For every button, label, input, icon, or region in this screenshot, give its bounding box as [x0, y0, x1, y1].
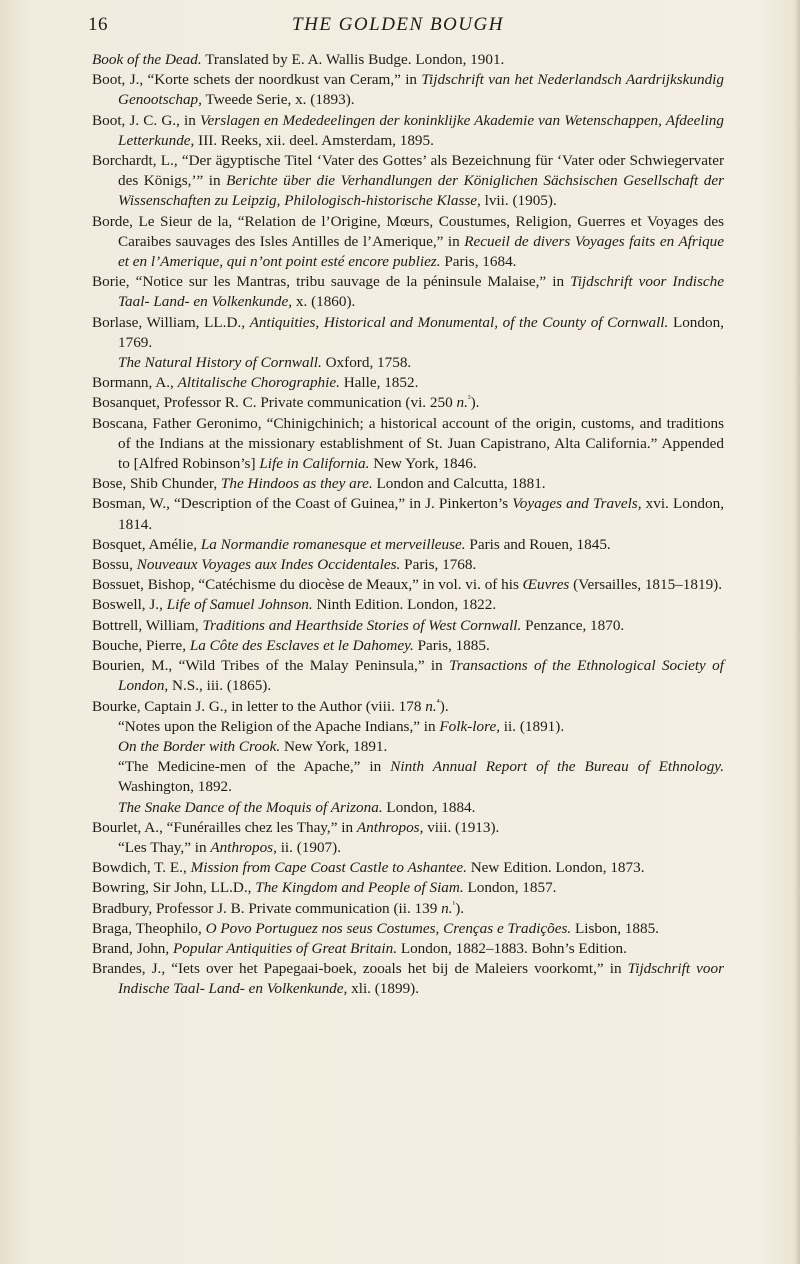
entry-text: “The Medicine-men of the Apache,” in [118, 758, 391, 776]
entry-title-text: The Snake Dance of the Moquis of Arizona. [118, 798, 383, 816]
page-number: 16 [88, 14, 108, 35]
entry-title-text: n. [456, 394, 468, 412]
entry-text: Translated by E. A. Wallis Budge. London, 1901. [201, 51, 505, 68]
entry-text: Paris, 1885. [413, 636, 490, 654]
bibliography-entry [92, 50, 724, 70]
entry-title-text: Anthropos, [210, 838, 277, 856]
bibliography-entry [92, 737, 724, 757]
entry-text: Brand, John, [92, 939, 173, 957]
entry-text: London, 1884. [382, 798, 476, 816]
entry-title-text: Mission from Cape Coast Castle to Ashantee. [190, 859, 467, 877]
entry-text: x. (1860). [292, 293, 356, 311]
entry-text: Boot, J., “Korte schets der noordkust van Ceram,” in [92, 71, 422, 89]
bibliography-entry [92, 70, 724, 110]
entry-text: Bosman, W., “Description of the Coast of Guinea,” in J. Pinkerton’s [92, 495, 513, 513]
entry-title-text: Ninth Annual Report of the Bureau of Ethnology. [390, 758, 724, 776]
bibliography-entry [92, 313, 724, 353]
entry-text: (Versailles, 1815–1819). [569, 576, 723, 594]
entry-title-text: Tijdschrift van het Nederlandsch Aardrijkskundig Genootschap, [118, 71, 724, 109]
entry-text: Tweede Serie, x. (1893). [201, 91, 355, 109]
entry-text: London and Calcutta, 1881. [372, 475, 546, 493]
entry-title-text: The Hindoos as they are. [220, 475, 373, 493]
entry-text: Bosanquet, Professor R. C. Private communication (vi. 250 [92, 394, 457, 412]
entry-text: Bosquet, Amélie, [92, 535, 201, 553]
entry-title-text: Book of the Dead. [92, 51, 202, 68]
entry-text: London, 1769. [118, 313, 724, 351]
entry-text: ). [439, 697, 449, 715]
bibliography-entry [92, 919, 724, 939]
entry-title-text: Altitalische Chorographie. [177, 374, 340, 392]
entry-title-text: La Côte des Esclaves et le Dahomey. [189, 636, 414, 654]
bibliography-entry [92, 474, 724, 494]
entry-text: lvii. (1905). [480, 192, 557, 210]
bibliography-entry [92, 414, 724, 475]
entry-title-text: Voyages and Travels, [512, 495, 642, 513]
entry-text: Bossuet, Bishop, “Catéchisme du diocèse de Meaux,” in vol. vi. of his [92, 576, 523, 594]
bibliography-entry [92, 373, 724, 393]
page-edge-shadow [794, 0, 800, 1264]
entry-text: ii. (1907). [276, 838, 342, 856]
entry-text: New Edition. London, 1873. [466, 859, 645, 877]
entry-text: Bossu, [92, 556, 137, 574]
bibliography-entry [92, 878, 724, 898]
entry-title-text: Life of Samuel Johnson. [166, 596, 313, 614]
bibliography-entry [92, 656, 724, 696]
entry-title-text: Nouveaux Voyages aux Indes Occidentales. [136, 556, 401, 574]
entry-text: ). [455, 899, 465, 917]
entry-text: Borchardt, L., “Der ägyptische Titel ‘Vater des Gottes’ als Bezeichnung für ‘Vater oder Schwiegervater des Königs,’” in [92, 152, 724, 190]
entry-text: Oxford, 1758. [321, 354, 412, 372]
bibliography-entry [92, 899, 724, 919]
entry-text: New York, 1846. [369, 455, 477, 473]
bibliography-entry [92, 595, 724, 615]
entry-title-text: Tijdschrift voor Indische Taal- Land- en Volkenkunde, [118, 273, 724, 311]
entry-text: Bourke, Captain J. G., in letter to the Author (viii. 178 [92, 697, 426, 715]
bibliography-entry [92, 717, 724, 737]
entry-text: Paris and Rouen, 1845. [465, 535, 611, 553]
entry-title-text: Tijdschrift voor Indische Taal- Land- en Volkenkunde, [118, 960, 724, 998]
entry-title-text: n. [425, 697, 437, 715]
entry-text: Bormann, A., [92, 374, 178, 392]
entry-title-text: Œuvres [522, 576, 570, 594]
entry-title-text: Life in California. [259, 455, 370, 473]
entry-title-text: La Normandie romanesque et merveilleuse. [200, 535, 466, 553]
entry-text: Washington, 1892. [118, 778, 232, 796]
entry-title-text: Anthropos, [356, 818, 424, 836]
entry-text: Bose, Shib Chunder, [92, 475, 221, 493]
entry-text: Halle, 1852. [339, 374, 419, 392]
entry-text: Bourlet, A., “Funérailles chez les Thay,” in [92, 818, 357, 836]
bibliography-entry [92, 151, 724, 212]
entry-text: London, 1857. [463, 879, 557, 897]
entry-text: Brandes, J., “Iets over het Papegaai-boek, zooals het bij de Maleiers voorkomt,” in [92, 960, 628, 978]
entry-text: Bowdich, T. E., [92, 859, 191, 877]
entry-title-text: Transactions of the Ethnological Society of London, [118, 657, 724, 695]
bibliography-entry [92, 575, 724, 595]
page-header [88, 14, 708, 44]
entry-text: xli. (1899). [347, 980, 420, 998]
bibliography-entry [92, 212, 724, 273]
entry-text: “Notes upon the Religion of the Apache Indians,” in [118, 717, 440, 735]
bibliography-entry [92, 111, 724, 151]
entry-text: Paris, 1768. [400, 556, 477, 574]
entry-text: Bowring, Sir John, LL.D., [92, 879, 256, 897]
entry-title-text: Folk-lore, [439, 717, 500, 735]
entry-title-text: Popular Antiquities of Great Britain. [173, 939, 398, 957]
entry-text: Lisbon, 1885. [571, 919, 659, 937]
entry-title-text: Antiquities, Historical and Monumental, of the County of Cornwall. [249, 313, 669, 331]
bibliography-entry [92, 697, 724, 717]
bibliography-entry [92, 272, 724, 312]
bibliography-entry [92, 393, 724, 413]
entry-text: Ninth Edition. London, 1822. [312, 596, 497, 614]
entry-text: New York, 1891. [280, 737, 388, 755]
bibliography-entry [92, 858, 724, 878]
entry-text: Borde, Le Sieur de la, “Relation de l’Origine, Mœurs, Coustumes, Religion, Guerres et Voyages des Caraibes sauvages des Isles Antilles de l’Amerique,” in [92, 212, 724, 250]
entry-text: ⁴ [436, 696, 440, 707]
entry-text: ¹ [452, 898, 456, 909]
entry-text: ii. (1891). [500, 717, 565, 735]
bibliography-list [92, 50, 724, 1000]
entry-text: Braga, Theophilo, [92, 919, 206, 937]
entry-text: Boot, J. C. G., in [92, 111, 200, 129]
entry-title-text: The Natural History of Cornwall. [118, 354, 322, 372]
entry-text: III. Reeks, xii. deel. Amsterdam, 1895. [194, 131, 434, 149]
entry-text: Bradbury, Professor J. B. Private communication (ii. 139 [92, 899, 442, 917]
bibliography-entry [92, 757, 724, 797]
entry-text: Boswell, J., [92, 596, 167, 614]
bibliography-entry [92, 636, 724, 656]
entry-text: “Les Thay,” in [118, 838, 211, 856]
entry-title-text: Verslagen en Mededeelingen der koninklijke Akademie van Wetenschappen, Afdeeling Letterkunde, [118, 111, 724, 149]
bibliography-entry [92, 818, 724, 838]
entry-text: Bouche, Pierre, [92, 636, 190, 654]
entry-text: Bottrell, William, [92, 616, 203, 634]
entry-text: Borie, “Notice sur les Mantras, tribu sauvage de la péninsule Malaise,” in [92, 273, 571, 291]
bibliography-entry [92, 939, 724, 959]
entry-title-text: The Kingdom and People of Siam. [255, 879, 464, 897]
entry-text: London, 1882–1883. Bohn’s Edition. [397, 939, 627, 957]
entry-title-text: Recueil de divers Voyages faits en Afrique et en l’Amerique, qui n’ont point esté encore publiez. [118, 232, 724, 271]
bibliography-entry [92, 959, 724, 999]
entry-text: Boscana, Father Geronimo, “Chinigchinich; a historical account of the origin, customs, and traditions of the Indians at the missionary establishment of St. Juan Capistrano, Alta California.” Appended to [Alfred Robinson’s] [92, 414, 724, 473]
bibliography-entry [92, 353, 724, 373]
bibliography-entry [92, 494, 724, 534]
entry-title-text: Traditions and Hearthside Stories of West Cornwall. [202, 616, 522, 634]
entry-title-text: Berichte über die Verhandlungen der Königlichen Sächsischen Gesellschaft der Wissenschaften zu Leipzig, Philologisch-historische Klasse, [118, 172, 724, 210]
bibliography-entry [92, 798, 724, 818]
entry-title-text: n. [441, 899, 453, 917]
entry-text: Paris, 1684. [440, 253, 517, 271]
entry-text: N.S., iii. (1865). [168, 677, 272, 695]
bibliography-entry [92, 555, 724, 575]
running-title: THE GOLDEN BOUGH [292, 14, 504, 35]
entry-text: Penzance, 1870. [521, 616, 625, 634]
entry-text: xvi. London, 1814. [118, 495, 724, 533]
entry-title-text: O Povo Portuguez nos seus Costumes, Crenças e Tradições. [205, 919, 572, 937]
entry-title-text: On the Border with Crook. [118, 737, 281, 755]
bibliography-entry [92, 535, 724, 555]
bibliography-entry [92, 838, 724, 858]
bibliography-entry [92, 616, 724, 636]
entry-text: Borlase, William, LL.D., [92, 313, 250, 331]
entry-text: Bourien, M., “Wild Tribes of the Malay Peninsula,” in [92, 657, 450, 675]
entry-text: viii. (1913). [423, 818, 500, 836]
entry-text: ). [470, 394, 480, 412]
entry-text: ² [467, 393, 471, 404]
